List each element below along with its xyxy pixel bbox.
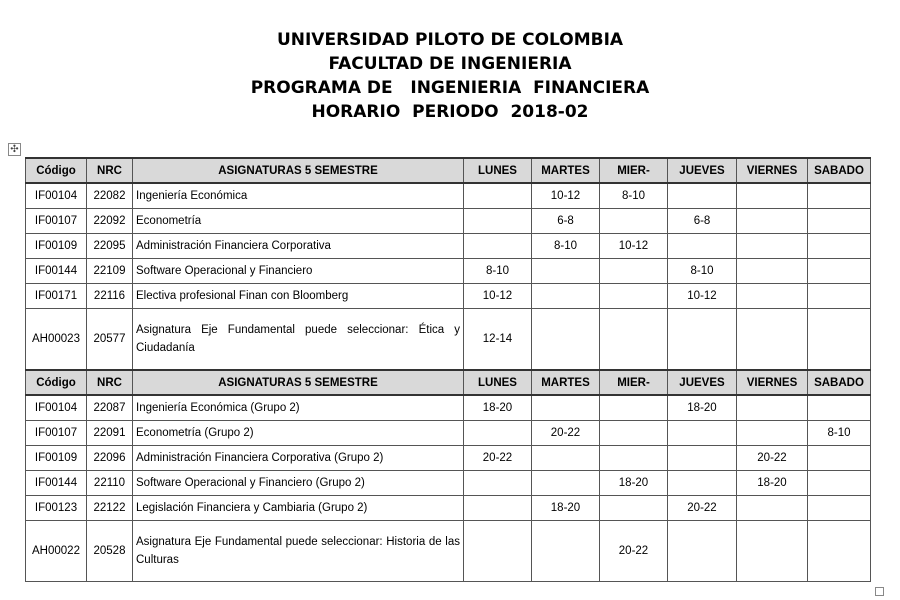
cell-thursday bbox=[668, 421, 737, 446]
title-schedule-period: HORARIO PERIODO 2018-02 bbox=[311, 102, 589, 122]
cell-nrc: 22087 bbox=[87, 395, 133, 421]
cell-thursday: 10-12 bbox=[668, 284, 737, 309]
cell-nrc: 22110 bbox=[87, 471, 133, 496]
table-row bbox=[26, 234, 871, 259]
cell-monday: 12-14 bbox=[464, 309, 532, 371]
table-move-handle-icon[interactable]: ✣ bbox=[8, 143, 21, 156]
cell-wednesday bbox=[600, 209, 668, 234]
table-row bbox=[26, 259, 871, 284]
cell-saturday bbox=[808, 259, 871, 284]
cell-thursday bbox=[668, 471, 737, 496]
header-tuesday: MARTES bbox=[532, 158, 600, 183]
table-row bbox=[26, 209, 871, 234]
header-tuesday: MARTES bbox=[532, 370, 600, 395]
cell-tuesday: 8-10 bbox=[532, 234, 600, 259]
cell-friday bbox=[737, 183, 808, 209]
header-nrc: NRC bbox=[87, 158, 133, 183]
cell-code: IF00109 bbox=[26, 234, 87, 259]
cell-monday bbox=[464, 234, 532, 259]
cell-wednesday: 18-20 bbox=[600, 471, 668, 496]
cell-tuesday bbox=[532, 259, 600, 284]
header-friday: VIERNES bbox=[737, 158, 808, 183]
cell-subject: Econometría bbox=[133, 209, 464, 234]
title-university: UNIVERSIDAD PILOTO DE COLOMBIA bbox=[276, 30, 624, 50]
cell-friday bbox=[737, 209, 808, 234]
cell-nrc: 22096 bbox=[87, 446, 133, 471]
table-resize-handle[interactable] bbox=[875, 587, 884, 596]
cell-wednesday bbox=[600, 259, 668, 284]
cell-wednesday bbox=[600, 284, 668, 309]
cell-wednesday bbox=[600, 395, 668, 421]
cell-code: IF00104 bbox=[26, 183, 87, 209]
cell-subject: Ingeniería Económica (Grupo 2) bbox=[133, 395, 464, 421]
cell-tuesday: 10-12 bbox=[532, 183, 600, 209]
cell-thursday bbox=[668, 521, 737, 582]
cell-friday bbox=[737, 496, 808, 521]
cell-code: IF00104 bbox=[26, 395, 87, 421]
cell-subject: Asignatura Eje Fundamental puede seleccionar: Ética y Ciudadanía bbox=[133, 309, 464, 371]
cell-friday bbox=[737, 234, 808, 259]
cell-monday: 20-22 bbox=[464, 446, 532, 471]
cell-monday: 10-12 bbox=[464, 284, 532, 309]
cell-code: IF00123 bbox=[26, 496, 87, 521]
cell-friday bbox=[737, 259, 808, 284]
cell-wednesday: 20-22 bbox=[600, 521, 668, 582]
cell-friday bbox=[737, 521, 808, 582]
table-row bbox=[26, 446, 871, 471]
cell-wednesday bbox=[600, 446, 668, 471]
cell-saturday bbox=[808, 183, 871, 209]
cell-wednesday bbox=[600, 421, 668, 446]
cell-saturday bbox=[808, 309, 871, 371]
cell-code: IF00109 bbox=[26, 446, 87, 471]
cell-monday: 8-10 bbox=[464, 259, 532, 284]
cell-subject: Legislación Financiera y Cambiaria (Grupo 2) bbox=[133, 496, 464, 521]
cell-thursday: 18-20 bbox=[668, 395, 737, 421]
cell-thursday: 8-10 bbox=[668, 259, 737, 284]
header-monday: LUNES bbox=[464, 370, 532, 395]
cell-saturday bbox=[808, 234, 871, 259]
cell-wednesday: 8-10 bbox=[600, 183, 668, 209]
header-code: Código bbox=[26, 158, 87, 183]
header-saturday: SABADO bbox=[808, 370, 871, 395]
document-title bbox=[0, 28, 900, 124]
cell-wednesday bbox=[600, 496, 668, 521]
cell-tuesday bbox=[532, 521, 600, 582]
schedule-table bbox=[25, 157, 871, 582]
cell-code: IF00107 bbox=[26, 421, 87, 446]
cell-nrc: 22122 bbox=[87, 496, 133, 521]
cell-thursday bbox=[668, 446, 737, 471]
header-thursday: JUEVES bbox=[668, 370, 737, 395]
cell-saturday bbox=[808, 471, 871, 496]
cell-monday bbox=[464, 496, 532, 521]
title-faculty: FACULTAD DE INGENIERIA bbox=[328, 54, 572, 74]
title-program: PROGRAMA DE INGENIERIA FINANCIERA bbox=[250, 78, 650, 98]
cell-saturday bbox=[808, 209, 871, 234]
cell-saturday: 8-10 bbox=[808, 421, 871, 446]
header-wednesday: MIER- bbox=[600, 370, 668, 395]
table-row bbox=[26, 284, 871, 309]
table-row bbox=[26, 496, 871, 521]
cell-tuesday: 6-8 bbox=[532, 209, 600, 234]
cell-friday bbox=[737, 284, 808, 309]
cell-subject: Administración Financiera Corporativa bbox=[133, 234, 464, 259]
cell-thursday bbox=[668, 183, 737, 209]
cell-monday bbox=[464, 471, 532, 496]
cell-tuesday bbox=[532, 309, 600, 371]
cell-nrc: 22082 bbox=[87, 183, 133, 209]
table-row bbox=[26, 395, 871, 421]
cell-tuesday: 18-20 bbox=[532, 496, 600, 521]
cell-nrc: 22109 bbox=[87, 259, 133, 284]
table-row bbox=[26, 521, 871, 582]
cell-saturday bbox=[808, 284, 871, 309]
header-monday: LUNES bbox=[464, 158, 532, 183]
cell-code: IF00144 bbox=[26, 471, 87, 496]
table-row bbox=[26, 471, 871, 496]
cell-thursday bbox=[668, 234, 737, 259]
cell-monday bbox=[464, 521, 532, 582]
cell-subject: Asignatura Eje Fundamental puede seleccionar: Historia de las Culturas bbox=[133, 521, 464, 582]
cell-monday bbox=[464, 421, 532, 446]
cell-wednesday: 10-12 bbox=[600, 234, 668, 259]
cell-tuesday bbox=[532, 446, 600, 471]
table-row bbox=[26, 183, 871, 209]
cell-nrc: 22116 bbox=[87, 284, 133, 309]
cell-code: AH00023 bbox=[26, 309, 87, 371]
cell-monday: 18-20 bbox=[464, 395, 532, 421]
header-code: Código bbox=[26, 370, 87, 395]
cell-friday: 18-20 bbox=[737, 471, 808, 496]
cell-saturday bbox=[808, 446, 871, 471]
cell-nrc: 20577 bbox=[87, 309, 133, 371]
header-nrc: NRC bbox=[87, 370, 133, 395]
cell-subject: Ingeniería Económica bbox=[133, 183, 464, 209]
cell-nrc: 22095 bbox=[87, 234, 133, 259]
cell-friday bbox=[737, 421, 808, 446]
table-header-row bbox=[26, 370, 871, 395]
header-subject: ASIGNATURAS 5 SEMESTRE bbox=[133, 370, 464, 395]
cell-subject: Software Operacional y Financiero (Grupo 2) bbox=[133, 471, 464, 496]
cell-friday bbox=[737, 309, 808, 371]
cell-monday bbox=[464, 209, 532, 234]
table-header-row bbox=[26, 158, 871, 183]
cell-tuesday bbox=[532, 284, 600, 309]
cell-thursday bbox=[668, 309, 737, 371]
cell-nrc: 20528 bbox=[87, 521, 133, 582]
cell-tuesday bbox=[532, 471, 600, 496]
cell-tuesday bbox=[532, 395, 600, 421]
cell-friday: 20-22 bbox=[737, 446, 808, 471]
header-saturday: SABADO bbox=[808, 158, 871, 183]
header-wednesday: MIER- bbox=[600, 158, 668, 183]
cell-saturday bbox=[808, 395, 871, 421]
cell-code: IF00171 bbox=[26, 284, 87, 309]
cell-nrc: 22091 bbox=[87, 421, 133, 446]
cell-subject: Software Operacional y Financiero bbox=[133, 259, 464, 284]
header-friday: VIERNES bbox=[737, 370, 808, 395]
cell-wednesday bbox=[600, 309, 668, 371]
cell-thursday: 20-22 bbox=[668, 496, 737, 521]
cell-code: IF00144 bbox=[26, 259, 87, 284]
cell-subject: Administración Financiera Corporativa (Grupo 2) bbox=[133, 446, 464, 471]
cell-friday bbox=[737, 395, 808, 421]
table-row bbox=[26, 421, 871, 446]
header-thursday: JUEVES bbox=[668, 158, 737, 183]
cell-subject: Electiva profesional Finan con Bloomberg bbox=[133, 284, 464, 309]
cell-nrc: 22092 bbox=[87, 209, 133, 234]
table-row bbox=[26, 309, 871, 371]
cell-tuesday: 20-22 bbox=[532, 421, 600, 446]
cell-thursday: 6-8 bbox=[668, 209, 737, 234]
header-subject: ASIGNATURAS 5 SEMESTRE bbox=[133, 158, 464, 183]
cell-code: AH00022 bbox=[26, 521, 87, 582]
cell-monday bbox=[464, 183, 532, 209]
cell-saturday bbox=[808, 496, 871, 521]
cell-code: IF00107 bbox=[26, 209, 87, 234]
cell-saturday bbox=[808, 521, 871, 582]
cell-subject: Econometría (Grupo 2) bbox=[133, 421, 464, 446]
